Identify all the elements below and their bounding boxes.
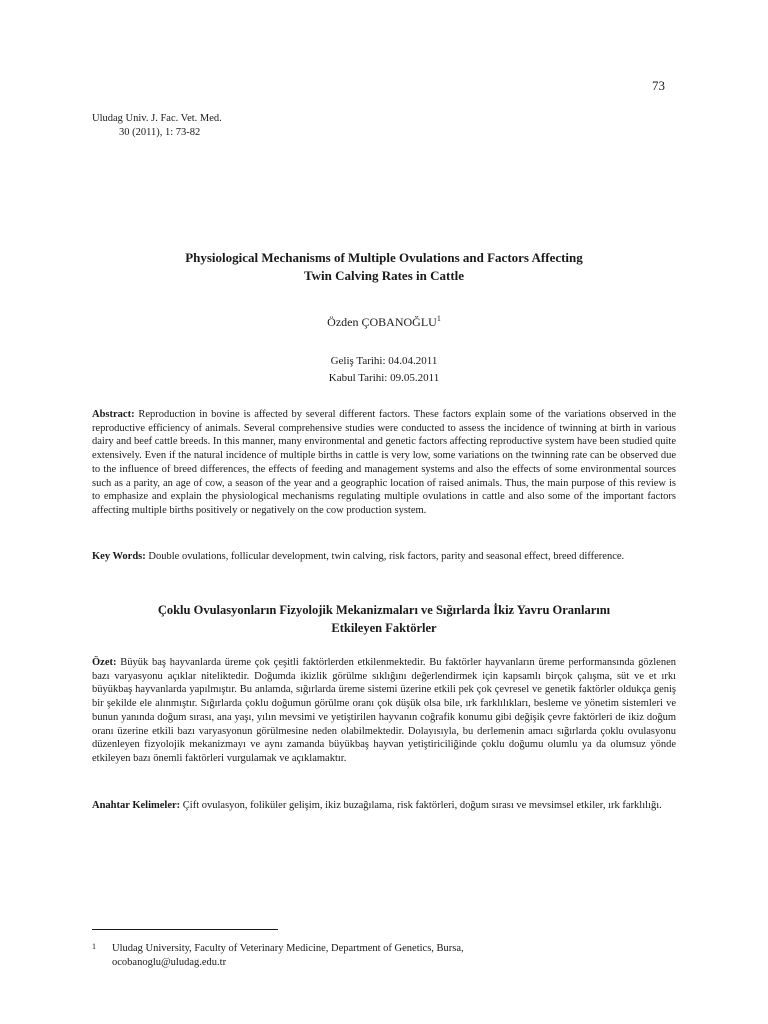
accepted-date: Kabul Tarihi: 09.05.2011 <box>328 372 440 384</box>
anahtar-label: Anahtar Kelimeler: <box>92 800 181 811</box>
footnote-divider <box>92 929 278 930</box>
page-number: 73 <box>652 78 665 93</box>
footnote-affiliation: Uludag University, Faculty of Veterinary Medicine, Department of Genetics, Bursa, <box>112 943 464 954</box>
journal-volume: 30 (2011), 1: 73-82 <box>119 127 201 138</box>
ozet-text: Büyük baş hayvanlarda üreme çok çeşitli faktörlerden etkilenmektedir. Bu faktörler hayvanların üreme performansında gözlenen bazı varyasyonu açıklar niteliktedir. Doğumda ikizlik görülme sıklığını değerlendirmek için kapsamlı birçok çalışma, süt ve et ırkı büyükbaş hayvanlarda yapılmıştır. Bu anlamda, sığırlarda üreme sistemi üzerine etkili pek çok çevresel ve genetik faktörler oldukça geniş bir şekilde ele alınmıştır. Sığırlarda çoklu doğumun görülme oranı çok düşük olsa bile, ırk farklılıkları, besleme ve yönetim sistemleri ve bunun yanında doğum sırası, ana yaşı, yılın mevsimi ve yetiştirilen hayvanın coğrafik konumu gibi değişik çevre faktörleri de ikiz doğum oranı üzerine etkili bazı varyasyonun görülmesine neden olabilmektedir. Dolayısıyla, bu derlemenin amacı sığırlarda çoklu ovulasyonu düzenleyen fizyolojik mekanizmayı ve aynı zamanda büyükbaş hayvan yetiştiriciliğinde çoklu doğumu olumlu ya da olumsuz yönde etkileyen bazı önemli faktörleri vurgulamak ve açıklamaktır. <box>92 657 676 764</box>
abstract-label: Abstract: <box>92 409 135 420</box>
footnote-mark: 1 <box>92 942 96 951</box>
author-name: Özden ÇOBANOĞLU <box>327 315 437 329</box>
footnote-email: ocobanoglu@uludag.edu.tr <box>112 957 227 968</box>
journal-citation <box>92 112 222 140</box>
turkish-title <box>92 601 676 637</box>
author <box>92 314 676 330</box>
keywords-text: Double ovulations, follicular development, twin calving, risk factors, parity and seasonal effect, breed difference. <box>148 551 625 562</box>
journal-name: Uludag Univ. J. Fac. Vet. Med. <box>92 113 222 124</box>
received-date: Geliş Tarihi: 04.04.2011 <box>330 355 438 367</box>
article-dates <box>92 353 676 387</box>
author-footnote-mark: 1 <box>436 314 441 323</box>
turkish-title-line-1: Çoklu Ovulasyonların Fizyolojik Mekanizmaları ve Sığırlarda İkiz Yavru Oranlarını <box>157 603 611 617</box>
abstract <box>92 408 676 518</box>
abstract-text: Reproduction in bovine is affected by several different factors. These factors explain some of the variations observed in the reproductive efficiency of animals. Several comprehensive studies were conducted to assess the incidence of twinning at birth in various dairy and beef cattle breeds. In this manner, many environmental and genetic factors affecting reproductive system have been studied quite extensively. Even if the natural incidence of multiple births in cattle is very low, some variations on the twinning rate can be observed due to the influence of breed differences, the effects of feeding and management systems and also the effects of some environmental sources such as a parity, an age of cow, a season of the year and a geographic location of raised animals. Thus, the main purpose of this review is to emphasize and explain the physiological mechanisms regulating multiple ovulations in cattle and also some of the important factors affecting multiple births positively or negatively on the cow production system. <box>92 409 676 516</box>
keywords <box>92 550 676 564</box>
anahtar-kelimeler <box>92 799 676 813</box>
article-title-line-2: Twin Calving Rates in Cattle <box>303 268 465 283</box>
ozet <box>92 656 676 766</box>
article-title <box>92 249 676 285</box>
article-title-line-1: Physiological Mechanisms of Multiple Ovulations and Factors Affecting <box>185 250 583 265</box>
footnote <box>92 942 676 970</box>
ozet-label: Özet: <box>92 657 117 668</box>
keywords-label: Key Words: <box>92 551 146 562</box>
anahtar-text: Çift ovulasyon, foliküler gelişim, ikiz buzağılama, risk faktörleri, doğum sırası ve mevsimsel etkiler, ırk farklılığı. <box>182 800 662 811</box>
turkish-title-line-2: Etkileyen Faktörler <box>331 621 437 635</box>
